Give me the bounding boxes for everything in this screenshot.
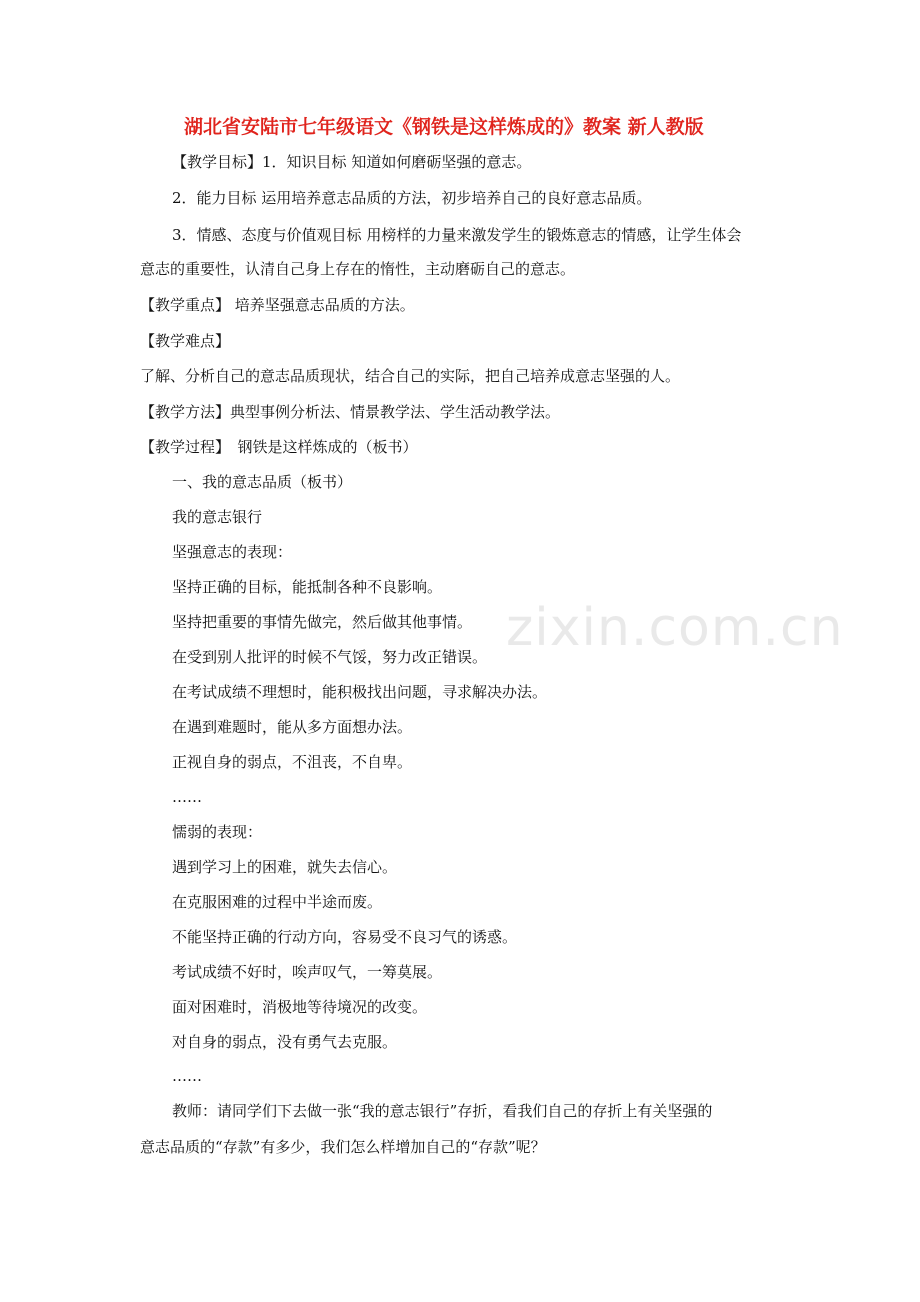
objectives-emotion: 3．情感、态度与价值观目标 用榜样的力量来激发学生的锻炼意志的情感，让学生体会: [172, 226, 742, 244]
list-item: 不能坚持正确的行动方向，容易受不良习气的诱惑。: [172, 928, 518, 946]
list-item: 对自身的弱点，没有勇气去克服。: [172, 1033, 398, 1051]
list-item: 懦弱的表现：: [172, 823, 263, 841]
ellipsis: ……: [172, 788, 202, 806]
list-item: 正视自身的弱点，不沮丧，不自卑。: [172, 753, 413, 771]
list-item: 在考试成绩不理想时，能积极找出问题，寻求解决办法。: [172, 683, 548, 701]
objectives-knowledge: 【教学目标】1．知识目标 知道如何磨砺坚强的意志。: [172, 153, 532, 171]
difficulties-heading: 【教学难点】: [140, 332, 231, 350]
objectives-ability: 2．能力目标 运用培养意志品质的方法，初步培养自己的良好意志品质。: [172, 189, 652, 207]
objectives-emotion-cont: 意志的重要性，认清自己身上存在的惰性，主动磨砺自己的意志。: [140, 260, 576, 278]
teacher-prompt-cont: 意志品质的“存款”有多少，我们怎么样增加自己的“存款”呢？: [140, 1138, 546, 1156]
list-item: 面对困难时，消极地等待境况的改变。: [172, 998, 428, 1016]
teacher-prompt: 教师：请同学们下去做一张“我的意志银行”存折，看我们自己的存折上有关坚强的: [172, 1102, 713, 1120]
list-item: 在受到别人批评的时候不气馁，努力改正错误。: [172, 648, 488, 666]
list-item: 遇到学习上的困难，就失去信心。: [172, 858, 398, 876]
list-item: 考试成绩不好时，唉声叹气，一筹莫展。: [172, 963, 443, 981]
teaching-process: 【教学过程】 钢铁是这样炼成的（板书）: [140, 438, 418, 456]
list-item: 我的意志银行: [172, 508, 263, 526]
list-item: 在遇到难题时，能从多方面想办法。: [172, 718, 413, 736]
ellipsis: ……: [172, 1067, 202, 1085]
list-item: 在克服困难的过程中半途而废。: [172, 893, 383, 911]
document-title: 湖北省安陆市七年级语文《钢铁是这样炼成的》教案 新人教版: [184, 116, 704, 138]
list-item: 坚持把重要的事情先做完，然后做其他事情。: [172, 613, 473, 631]
watermark: zixin.com.cn: [506, 598, 844, 658]
difficulties-text: 了解、分析自己的意志品质现状，结合自己的实际，把自己培养成意志坚强的人。: [140, 367, 681, 385]
section-one-heading: 一、我的意志品质（板书）: [172, 473, 353, 491]
key-points: 【教学重点】 培养坚强意志品质的方法。: [140, 296, 415, 314]
list-item: 坚强意志的表现：: [172, 543, 293, 561]
list-item: 坚持正确的目标，能抵制各种不良影响。: [172, 578, 443, 596]
teaching-methods: 【教学方法】典型事例分析法、情景教学法、学生活动教学法。: [140, 403, 561, 421]
